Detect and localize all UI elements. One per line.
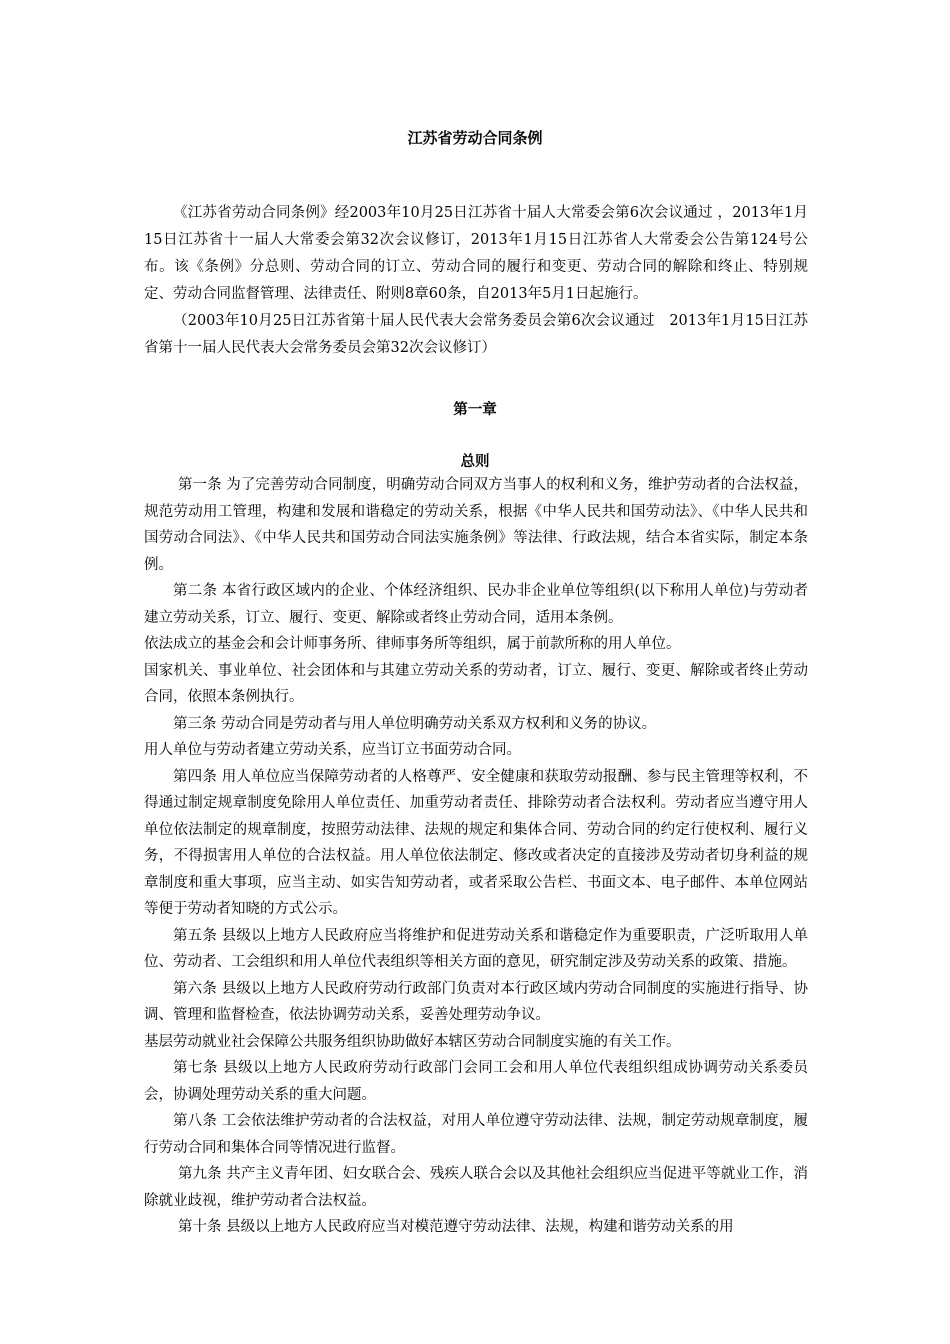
article-paragraph: 第一条 为了完善劳动合同制度，明确劳动合同双方当事人的权利和义务，维护劳动者的合法权益，规范劳动用工管理，构建和发展和谐稳定的劳动关系，根据《中华人民共和国劳动法》、《中华人民共和国劳动合同法》、《中华人民共和国劳动合同法实施条例》等法律、行政法规，结合本省实际，制定本条例。: [144, 477, 808, 573]
article-paragraph: 第九条 共产主义青年团、妇女联合会、残疾人联合会以及其他社会组织应当促进平等就业工作，消除就业歧视，维护劳动者合法权益。: [144, 1166, 808, 1209]
document-title: 江苏省劳动合同条例: [407, 129, 543, 147]
article-paragraph: 第三条 劳动合同是劳动者与用人单位明确劳动关系双方权利和义务的协议。: [173, 715, 657, 732]
article-paragraph: 第八条 工会依法维护劳动者的合法权益，对用人单位遵守劳动法律、法规，制定劳动规章制度，履行劳动合同和集体合同等情况进行监督。: [144, 1113, 808, 1156]
article-paragraph: 第七条 县级以上地方人民政府劳动行政部门会同工会和用人单位代表组织组成协调劳动关系委员会，协调处理劳动关系的重大问题。: [144, 1060, 808, 1103]
article-paragraph: 第二条 本省行政区域内的企业、个体经济组织、民办非企业单位等组织(以下称用人单位)与劳动者建立劳动关系，订立、履行、变更、解除或者终止劳动合同，适用本条例。: [144, 583, 808, 626]
article-paragraph: 第五条 县级以上地方人民政府应当将维护和促进劳动关系和谐稳定作为重要职责，广泛听取用人单位、劳动者、工会组织和用人单位代表组织等相关方面的意见，研究制定涉及劳动关系的政策、措施。: [144, 927, 808, 970]
article-paragraph: 第十条 县级以上地方人民政府应当对模范遵守劳动法律、法规，构建和谐劳动关系的用: [178, 1219, 734, 1235]
body-paragraph: 基层劳动就业社会保障公共服务组织协助做好本辖区劳动合同制度实施的有关工作。: [144, 1033, 681, 1050]
document-preamble: [144, 200, 808, 362]
chapter-heading: 第一章: [453, 401, 497, 418]
adoption-note: （2003年10月25日江苏省第十届人民代表大会常务委员会第6次会议通过 2013年1月15日江苏省第十一届人民代表大会常务委员会第32次会议修订）: [144, 313, 808, 356]
body-paragraph: 国家机关、事业单位、社会团体和与其建立劳动关系的劳动者，订立、履行、变更、解除或者终止劳动合同，依照本条例执行。: [144, 662, 808, 705]
body-paragraph: 用人单位与劳动者建立劳动关系，应当订立书面劳动合同。: [144, 742, 521, 758]
intro-paragraph: 《江苏省劳动合同条例》经2003年10月25日江苏省十届人大常委会第6次会议通过 ，2013年1月15日江苏省十一届人大常委会第32次会议修订，2013年1月15日江苏省人大常委会公告第124号公布。该《条例》分总则、劳动合同的订立、劳动合同的履行和变更、劳动合同的解除和终止、特别规定、劳动合同监督管理、法律责任、附则8章60条，自2013年5月1日起施行。: [144, 205, 808, 302]
document-body: [144, 472, 808, 1241]
article-paragraph: 第四条 用人单位应当保障劳动者的人格尊严、安全健康和获取劳动报酬、参与民主管理等权利，不得通过制定规章制度免除用人单位责任、加重劳动者责任、排除劳动者合法权利。劳动者应当遵守用人单位依法制定的规章制度，按照劳动法律、法规的规定和集体合同、劳动合同的约定行使权利、履行义务，不得损害用人单位的合法权益。用人单位依法制定、修改或者决定的直接涉及劳动者切身利益的规章制度和重大事项，应当主动、如实告知劳动者，或者采取公告栏、书面文本、电子邮件、本单位网站等便于劳动者知晓的方式公示。: [144, 768, 808, 917]
body-paragraph: 依法成立的基金会和会计师事务所、律师事务所等组织，属于前款所称的用人单位。: [144, 636, 681, 652]
article-paragraph: 第六条 县级以上地方人民政府劳动行政部门负责对本行政区域内劳动合同制度的实施进行指导、协调、管理和监督检查，依法协调劳动关系，妥善处理劳动争议。: [144, 980, 808, 1023]
section-heading: 总则: [460, 453, 490, 470]
